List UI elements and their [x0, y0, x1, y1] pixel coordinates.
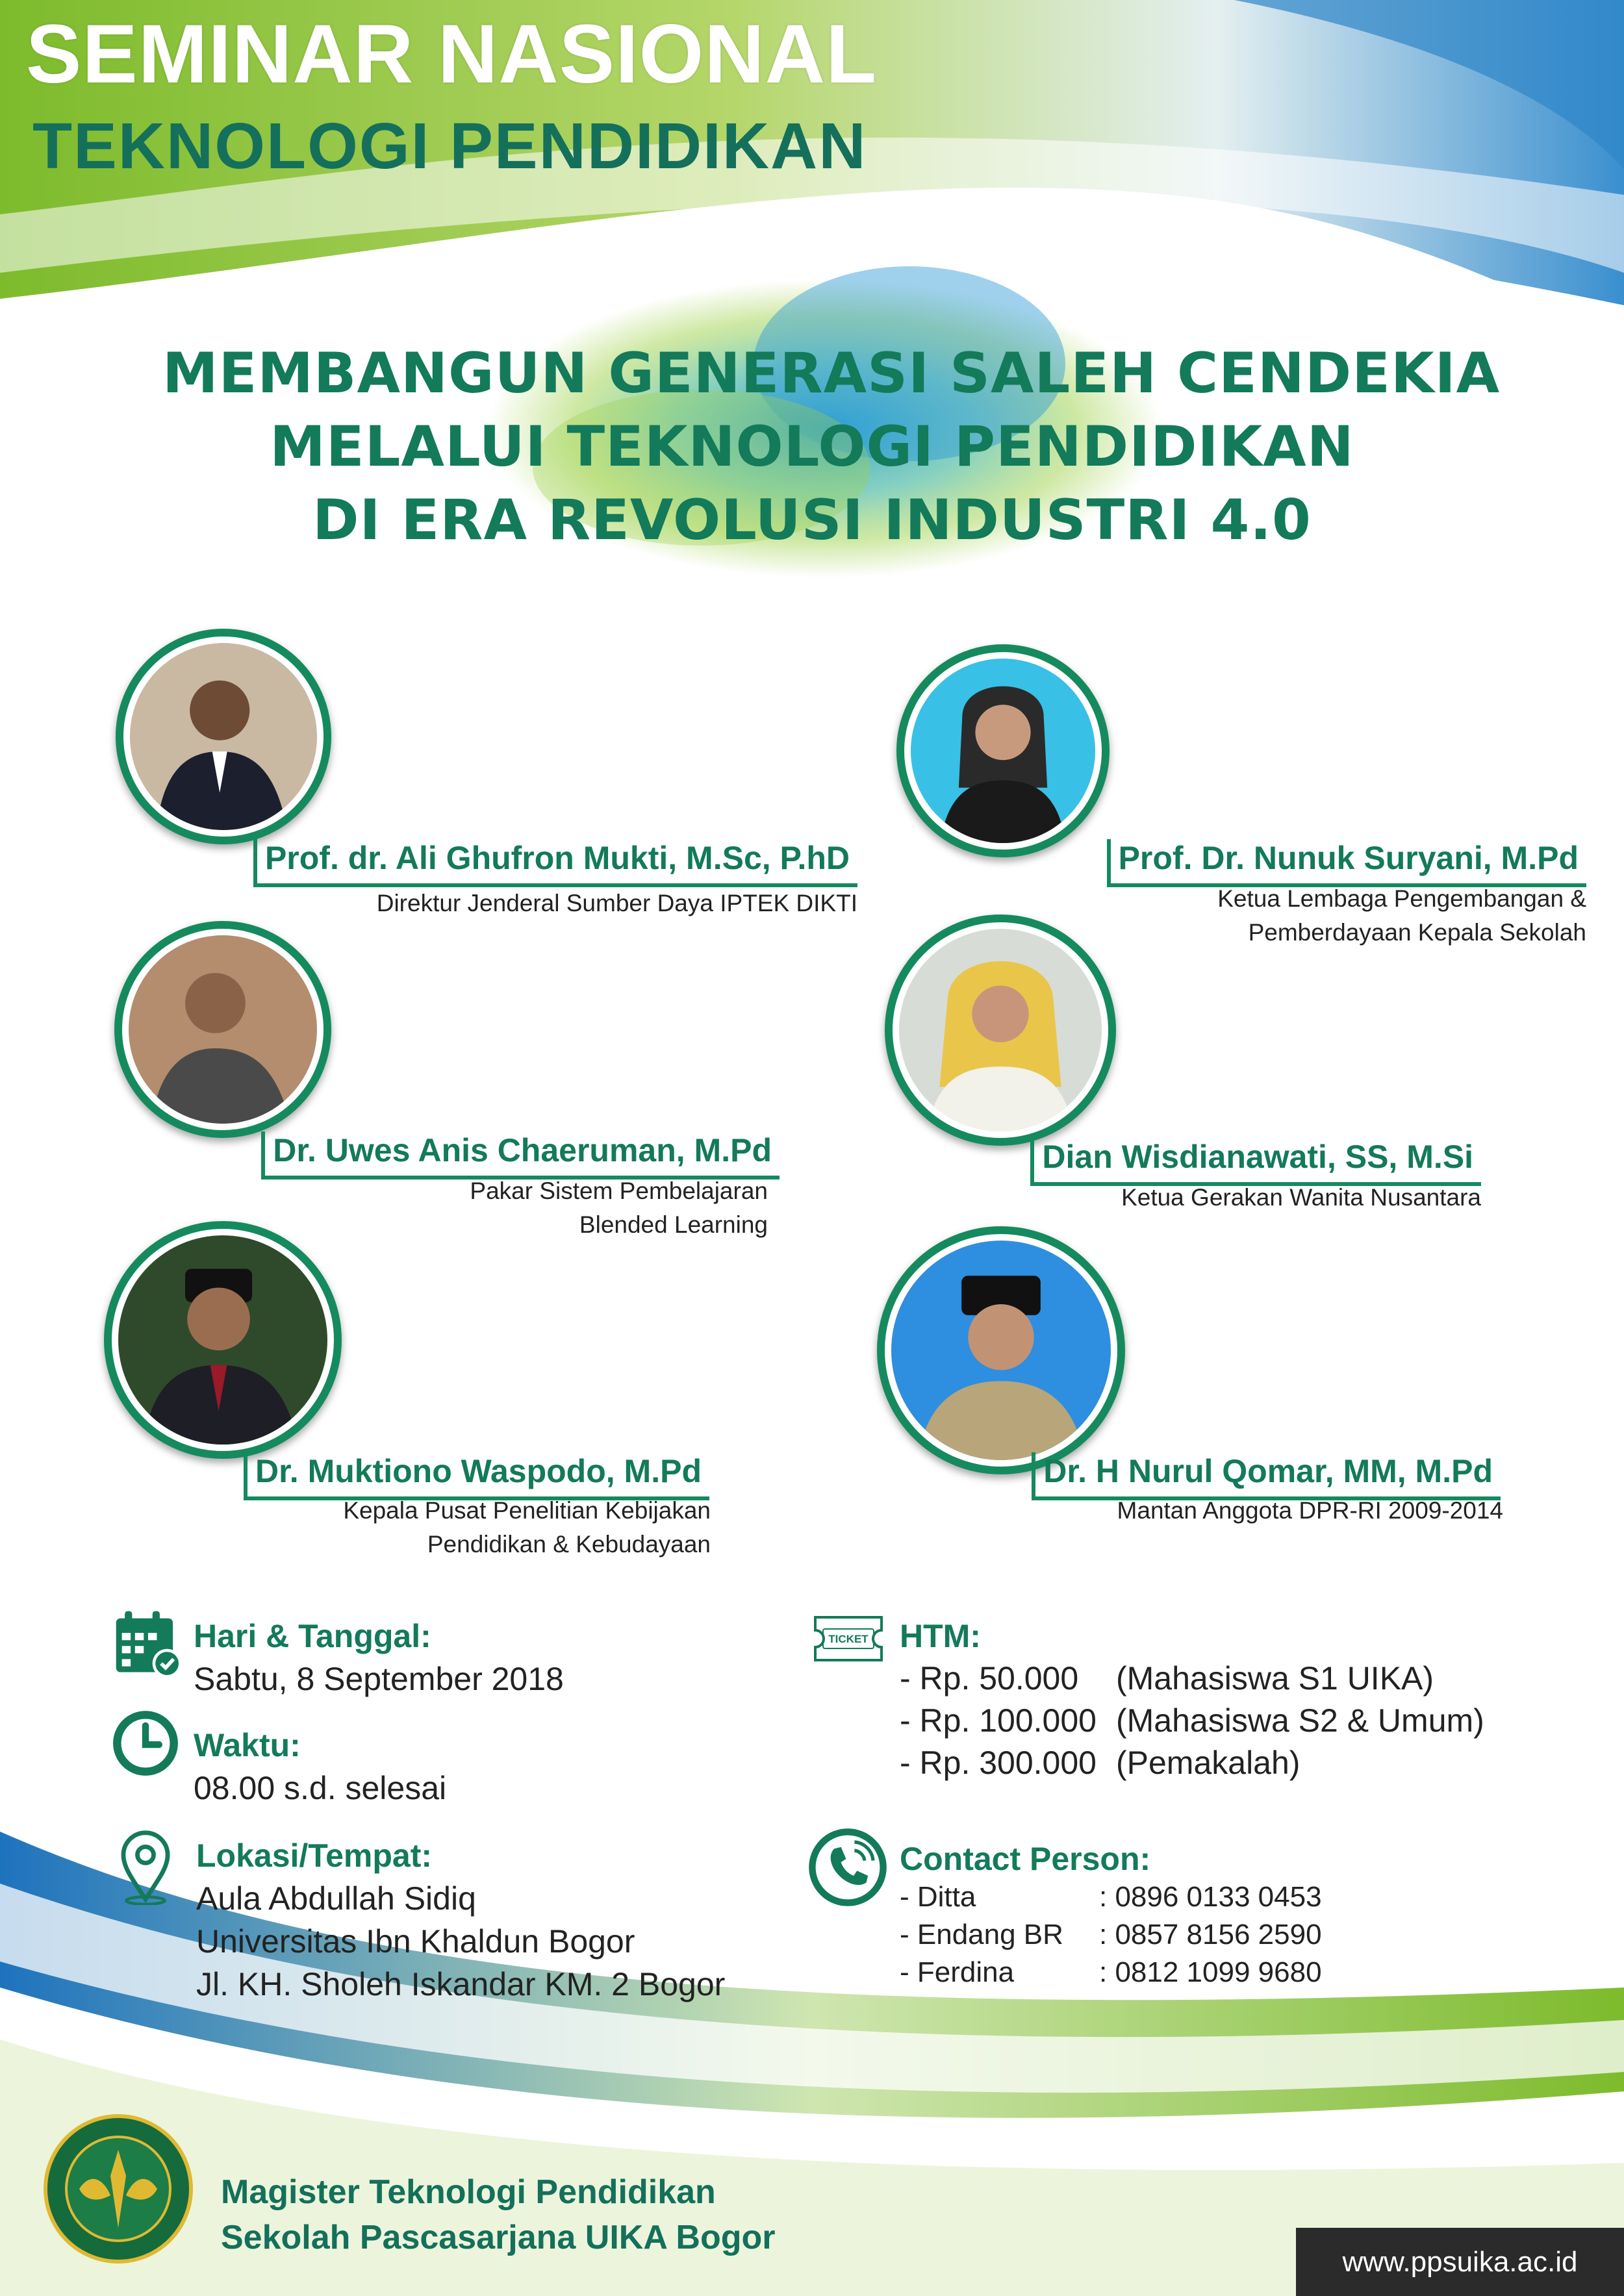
- theme-line-3: DI ERA REVOLUSI INDUSTRI 4.0: [312, 488, 1312, 553]
- location-line-2: Universitas Ibn Khaldun Bogor: [196, 1923, 635, 1960]
- location-pin-icon: [116, 1828, 175, 1905]
- theme-line-1: MEMBANGUN GENERASI SALEH CENDEKIA: [162, 341, 1501, 406]
- speaker-role-2-line-2: Pemberdayaan Kepala Sekolah: [1248, 919, 1586, 946]
- speaker-role-2-line-1: Ketua Lembaga Pengembangan &: [1217, 885, 1586, 912]
- speaker-photo-5: [104, 1221, 342, 1459]
- contact-name-2: - Endang BR: [900, 1919, 1063, 1950]
- ticket-icon: [809, 1611, 888, 1667]
- htm-price-2: - Rp. 100.000: [900, 1702, 1097, 1739]
- speaker-name-5: Dr. Muktiono Waspodo, M.Pd: [244, 1452, 709, 1500]
- calendar-icon: [112, 1608, 184, 1681]
- speaker-name-3: Dr. Uwes Anis Chaeruman, M.Pd: [261, 1131, 780, 1180]
- person-silhouette-icon: [130, 643, 317, 830]
- speaker-role-3: [470, 1174, 768, 1242]
- speaker-role-5: [343, 1494, 711, 1561]
- location-line-1: Aula Abdullah Sidiq: [196, 1880, 476, 1917]
- clock-icon: [112, 1709, 179, 1777]
- speaker-role-4: [1121, 1181, 1481, 1215]
- theme-line-2: MELALUI TEKNOLOGI PENDIDIKAN: [270, 414, 1354, 479]
- speaker-role-4-line-1: Ketua Gerakan Wanita Nusantara: [1121, 1184, 1481, 1211]
- date-label: Hari & Tanggal:: [194, 1618, 431, 1654]
- time-value: 08.00 s.d. selesai: [194, 1770, 447, 1806]
- contact-name-3: - Ferdina: [900, 1956, 1015, 1988]
- ticket-icon-text: TICKET: [828, 1633, 869, 1645]
- person-silhouette-icon: [899, 929, 1102, 1131]
- location-label: Lokasi/Tempat:: [196, 1837, 433, 1874]
- speaker-role-5-line-2: Pendidikan & Kebudayaan: [427, 1531, 711, 1558]
- speaker-photo-6: [877, 1226, 1125, 1474]
- speaker-role-6-line-1: Mantan Anggota DPR-RI 2009-2014: [1117, 1497, 1503, 1524]
- date-value: Sabtu, 8 September 2018: [194, 1661, 564, 1697]
- speaker-photo-3: [114, 921, 331, 1138]
- htm-desc-2: (Mahasiswa S2 & Umum): [1116, 1702, 1484, 1739]
- speaker-role-3-line-1: Pakar Sistem Pembelajaran: [470, 1178, 768, 1204]
- speaker-name-4: Dian Wisdianawati, SS, M.Si: [1030, 1138, 1481, 1186]
- htm-price-1: - Rp. 50.000: [900, 1660, 1079, 1697]
- person-silhouette-icon: [891, 1241, 1111, 1460]
- person-silhouette-icon: [118, 1235, 327, 1444]
- htm-desc-1: (Mahasiswa S1 UIKA): [1116, 1660, 1434, 1697]
- contact-label: Contact Person:: [900, 1841, 1151, 1877]
- speaker-photo-4: [885, 915, 1116, 1146]
- phone-icon: [806, 1825, 890, 1910]
- speaker-role-6: [1117, 1494, 1503, 1528]
- contact-name-1: - Ditta: [900, 1881, 976, 1913]
- speaker-role-3-line-2: Blended Learning: [579, 1211, 768, 1238]
- speaker-role-2: [1217, 882, 1586, 950]
- htm-item-3: [900, 1744, 1097, 1782]
- speaker-name-2: Prof. Dr. Nunuk Suryani, M.Pd: [1107, 839, 1586, 887]
- htm-label: HTM:: [900, 1618, 981, 1654]
- speaker-name-6: Dr. H Nurul Qomar, MM, M.Pd: [1032, 1452, 1501, 1500]
- header-title-line1: SEMINAR NASIONAL: [26, 8, 878, 101]
- speaker-name-1: Prof. dr. Ali Ghufron Mukti, M.Sc, P.hD: [253, 839, 857, 887]
- htm-item-2: [900, 1702, 1097, 1739]
- htm-item-1: [900, 1659, 1078, 1697]
- contact-phone-1: : 0896 0133 0453: [1099, 1881, 1322, 1913]
- speaker-role-5-line-1: Kepala Pusat Penelitian Kebijakan: [343, 1497, 711, 1524]
- location-value: [196, 1877, 725, 2006]
- speaker-role-1: [377, 887, 857, 920]
- contact-phone-2: : 0857 8156 2590: [1099, 1919, 1322, 1950]
- website-link[interactable]: www.ppsuika.ac.id: [1296, 2228, 1624, 2296]
- speaker-photo-2: [896, 644, 1110, 857]
- university-logo: [40, 2111, 196, 2267]
- contact-phone-3: : 0812 1099 9680: [1099, 1956, 1322, 1988]
- speaker-photo-1: [116, 629, 331, 844]
- header-title-line2: TEKNOLOGI PENDIDIKAN: [32, 110, 867, 183]
- time-label: Waktu:: [194, 1727, 301, 1763]
- person-silhouette-icon: [911, 659, 1095, 843]
- htm-desc-3: (Pemakalah): [1116, 1745, 1300, 1781]
- speaker-role-1-line-1: Direktur Jenderal Sumber Daya IPTEK DIKTI: [376, 890, 857, 916]
- person-silhouette-icon: [129, 935, 317, 1124]
- footer-school: Sekolah Pascasarjana UIKA Bogor: [221, 2219, 776, 2256]
- htm-price-3: - Rp. 300.000: [900, 1745, 1097, 1781]
- footer-program: Magister Teknologi Pendidikan: [221, 2173, 716, 2211]
- location-line-3: Jl. KH. Sholeh Iskandar KM. 2 Bogor: [196, 1966, 726, 2002]
